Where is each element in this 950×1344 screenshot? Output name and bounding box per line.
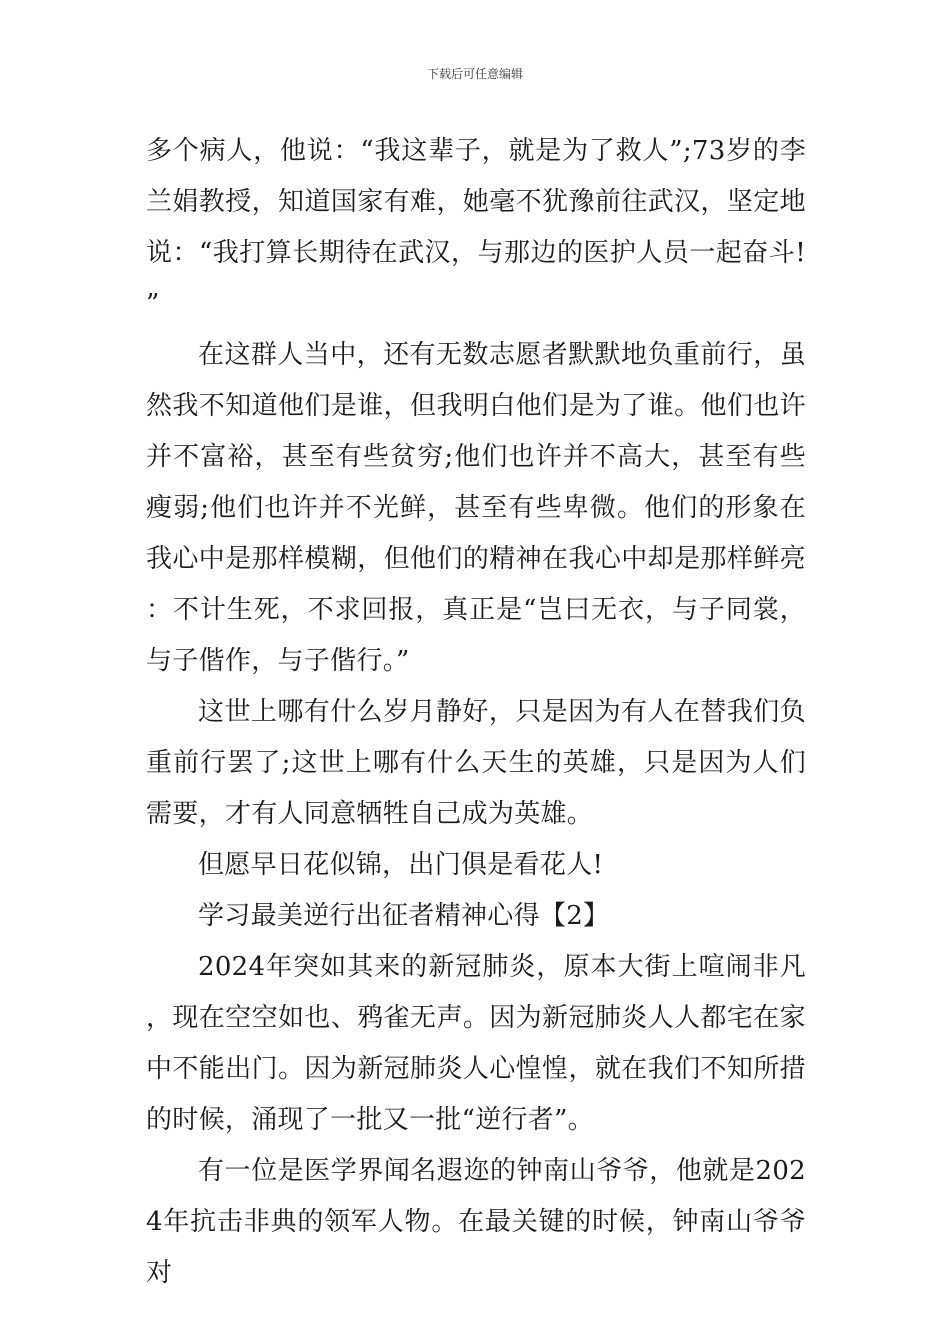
paragraph-2: 在这群人当中，还有无数志愿者默默地负重前行，虽然我不知道他们是谁，但我明白他们是为了谁。他们也许并不富裕，甚至有些贫穷;他们也许并不高大，甚至有些瘦弱;他们也许并不光鲜，甚至有些卑微。他们的形象在我心中是那样模糊，但他们的精神在我心中却是那样鲜亮：不计生死，不求回报，真正是“岂曰无衣，与子同裳，与子偕作，与子偕行。” xyxy=(146,340,806,676)
paragraph-3: 这世上哪有什么岁月静好，只是因为有人在替我们负重前行罢了;这世上哪有什么天生的英雄，只是因为人们需要，才有人同意牺牲自己成为英雄。 xyxy=(146,697,806,829)
header-note: 下载后可任意编辑 xyxy=(426,67,523,81)
paragraph-1: 多个病人，他说：“我这辈子，就是为了救人”;73岁的李兰娟教授，知道国家有难，她毫不犹豫前往武汉，坚定地说：“我打算长期待在武汉，与那边的医护人员一起奋斗!” xyxy=(146,136,806,319)
paragraph-6: 有一位是医学界闻名遐迩的钟南山爷爷，他就是2024年抗击非典的领军人物。在最关键的时候，钟南山爷爷对 xyxy=(146,1156,806,1288)
paragraph-5: 2024年突如其来的新冠肺炎，原本大街上喧闹非凡，现在空空如也、鸦雀无声。因为新冠肺炎人人都宅在家中不能出门。因为新冠肺炎人心惶惶，就在我们不知所措的时候，涌现了一批又一批“逆行者”。 xyxy=(146,952,806,1135)
document-body xyxy=(146,126,806,1299)
paragraph-4: 但愿早日花似锦，出门俱是看花人! xyxy=(198,850,604,880)
section-heading: 学习最美逆行出征者精神心得【2】 xyxy=(198,901,610,931)
